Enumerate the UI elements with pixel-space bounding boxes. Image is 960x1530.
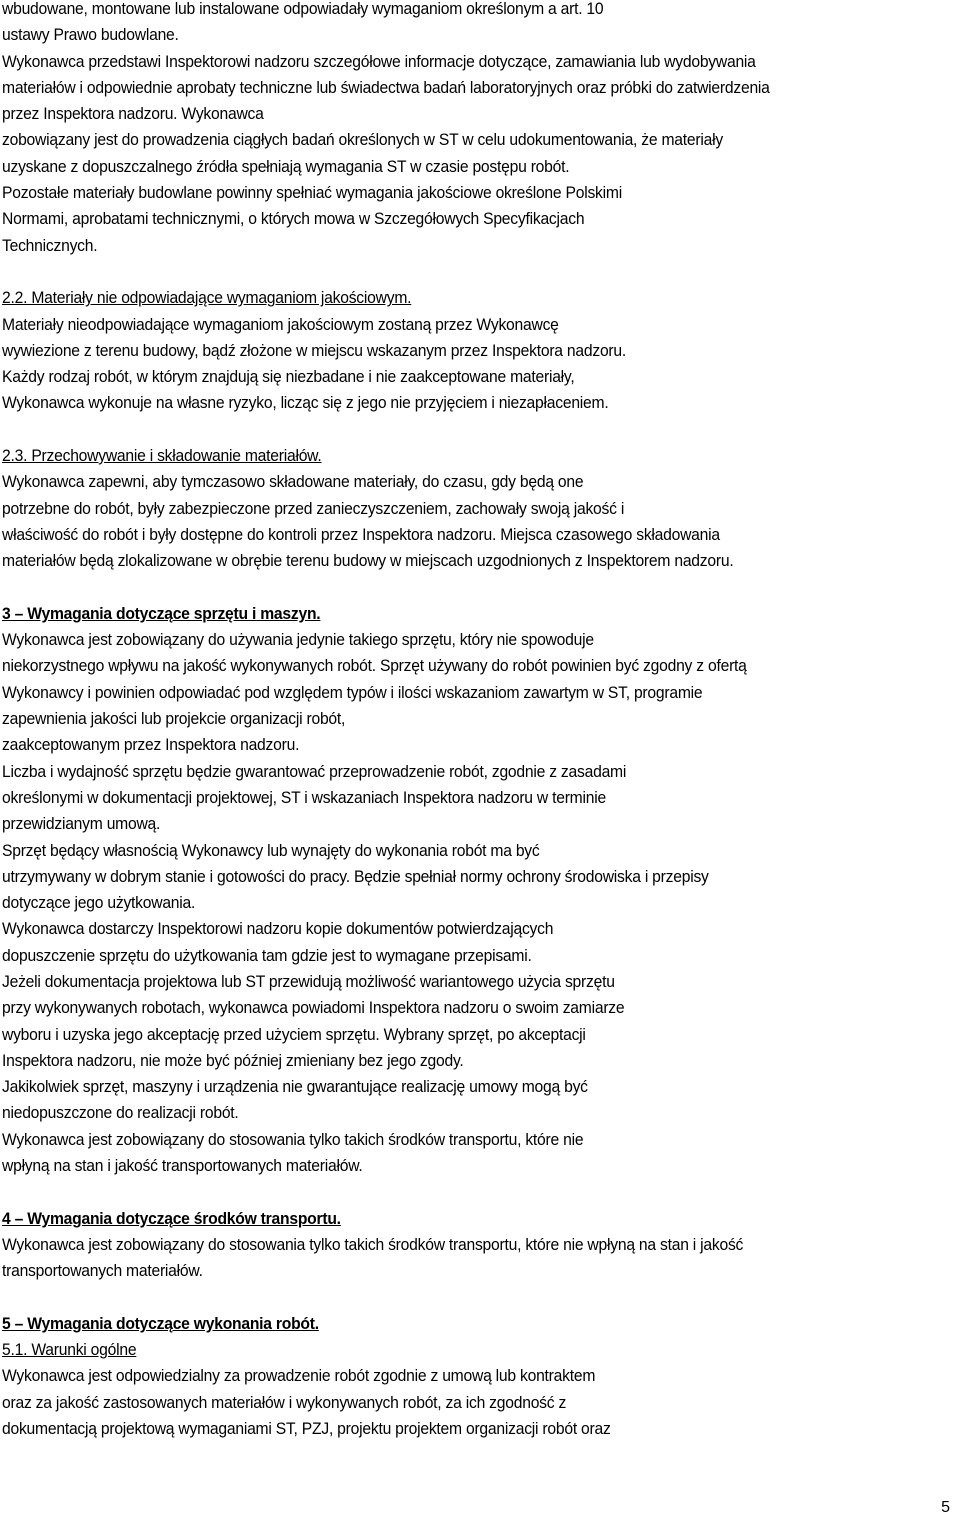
body-text-line: zobowiązany jest do prowadzenia ciągłych badań określonych w ST w celu udokumentowania, że materiały bbox=[2, 131, 723, 150]
body-text-line: oraz za jakość zastosowanych materiałów i wykonywanych robót, za ich zgodność z bbox=[2, 1393, 567, 1412]
chapter-heading: 5 – Wymagania dotyczące wykonania robót. bbox=[2, 1314, 319, 1333]
document-body bbox=[2, 0, 960, 1442]
body-text-line: transportowanych materiałów. bbox=[2, 1262, 203, 1281]
body-text-line: przewidzianym umową. bbox=[2, 815, 161, 834]
body-text-line: Wykonawcy i powinien odpowiadać pod względem typów i ilości wskazaniom zawartym w ST, programie bbox=[2, 683, 703, 702]
body-text-line: niekorzystnego wpływu na jakość wykonywanych robót. Sprzęt używany do robót powinien być zgodny z ofertą bbox=[2, 657, 747, 676]
blank-line bbox=[2, 259, 960, 285]
chapter-heading: 4 – Wymagania dotyczące środków transportu. bbox=[2, 1209, 341, 1228]
body-text-line: dokumentacją projektową wymaganiami ST, PZJ, projektu projektem organizacji robót oraz bbox=[2, 1420, 611, 1439]
body-text-line: Jeżeli dokumentacja projektowa lub ST przewidują możliwość wariantowego użycia sprzętu bbox=[2, 972, 615, 991]
body-text-line: materiałów i odpowiednie aprobaty techniczne lub świadectwa badań laboratoryjnych oraz próbki do zatwierdzenia bbox=[2, 78, 770, 97]
body-text-line: przy wykonywanych robotach, wykonawca powiadomi Inspektora nadzoru o swoim zamiarze bbox=[2, 999, 625, 1018]
blank-line bbox=[2, 575, 960, 601]
body-text-line: wpłyną na stan i jakość transportowanych materiałów. bbox=[2, 1157, 363, 1176]
body-text-line: Wykonawca jest zobowiązany do stosowania tylko takich środków transportu, które nie wpłyną na stan i jakość bbox=[2, 1235, 744, 1254]
body-text-line: Wykonawca wykonuje na własne ryzyko, licząc się z jego nie przyjęciem i niezapłaceniem. bbox=[2, 394, 609, 413]
body-text-line: wywiezione z terenu budowy, bądź złożone w miejscu wskazanym przez Inspektora nadzoru. bbox=[2, 341, 627, 360]
body-text-line: Wykonawca jest odpowiedzialny za prowadzenie robót zgodnie z umową lub kontraktem bbox=[2, 1367, 596, 1386]
section-heading: 2.3. Przechowywanie i składowanie materiałów. bbox=[2, 447, 322, 466]
body-text-line: Jakikolwiek sprzęt, maszyny i urządzenia nie gwarantujące realizację umowy mogą być bbox=[2, 1078, 588, 1097]
body-text-line: dotyczące jego użytkowania. bbox=[2, 894, 196, 913]
body-text-line: zaakceptowanym przez Inspektora nadzoru. bbox=[2, 736, 300, 755]
body-text-line: Wykonawca przedstawi Inspektorowi nadzoru szczegółowe informacje dotyczące, zamawiania lub wydobywania bbox=[2, 52, 756, 71]
body-text-line: wyboru i uzyska jego akceptację przed użyciem sprzętu. Wybrany sprzęt, po akceptacji bbox=[2, 1025, 586, 1044]
body-text-line: Wykonawca zapewni, aby tymczasowo składowane materiały, do czasu, gdy będą one bbox=[2, 473, 584, 492]
body-text-line: Każdy rodzaj robót, w którym znajdują się niezbadane i nie zaakceptowane materiały, bbox=[2, 368, 575, 387]
page-number: 5 bbox=[941, 1499, 950, 1516]
body-text-line: zapewnienia jakości lub projekcie organizacji robót, bbox=[2, 710, 346, 729]
body-text-line: utrzymywany w dobrym stanie i gotowości do pracy. Będzie spełniał normy ochrony środowiska i przepisy bbox=[2, 867, 709, 886]
body-text-line: Pozostałe materiały budowlane powinny spełniać wymagania jakościowe określone Polskimi bbox=[2, 184, 622, 203]
body-text-line: potrzebne do robót, były zabezpieczone przed zanieczyszczeniem, zachowały swoją jakość i bbox=[2, 499, 625, 518]
section-heading: 5.1. Warunki ogólne bbox=[2, 1341, 137, 1360]
chapter-heading: 3 – Wymagania dotyczące sprzętu i maszyn. bbox=[2, 604, 321, 623]
blank-line bbox=[2, 1179, 960, 1205]
body-text-line: Wykonawca jest zobowiązany do stosowania tylko takich środków transportu, które nie bbox=[2, 1130, 584, 1149]
body-text-line: określonymi w dokumentacji projektowej, ST i wskazaniach Inspektora nadzoru w terminie bbox=[2, 788, 606, 807]
body-text-line: dopuszczenie sprzętu do użytkowania tam gdzie jest to wymagane przepisami. bbox=[2, 946, 532, 965]
body-text-line: właściwość do robót i były dostępne do kontroli przez Inspektora nadzoru. Miejsca czasowego składowania bbox=[2, 525, 720, 544]
body-text-line: Sprzęt będący własnością Wykonawcy lub wynajęty do wykonania robót ma być bbox=[2, 841, 540, 860]
body-text-line: Inspektora nadzoru, nie może być później zmieniany bez jego zgody. bbox=[2, 1051, 464, 1070]
body-text-line: materiałów będą zlokalizowane w obrębie terenu budowy w miejscach uzgodnionych z Inspektorem nadzoru. bbox=[2, 552, 734, 571]
blank-line bbox=[2, 1285, 960, 1311]
body-text-line: przez Inspektora nadzoru. Wykonawca bbox=[2, 105, 264, 124]
body-text-line: wbudowane, montowane lub instalowane odpowiadały wymaganiom określonym a art. 10 bbox=[2, 0, 604, 18]
body-text-line: ustawy Prawo budowlane. bbox=[2, 26, 179, 45]
body-text-line: Materiały nieodpowiadające wymaganiom jakościowym zostaną przez Wykonawcę bbox=[2, 315, 559, 334]
body-text-line: Wykonawca jest zobowiązany do używania jedynie takiego sprzętu, który nie spowoduje bbox=[2, 631, 594, 650]
blank-line bbox=[2, 417, 960, 443]
body-text-line: Wykonawca dostarczy Inspektorowi nadzoru kopie dokumentów potwierdzających bbox=[2, 920, 554, 939]
body-text-line: Liczba i wydajność sprzętu będzie gwarantować przeprowadzenie robót, zgodnie z zasadami bbox=[2, 762, 627, 781]
body-text-line: niedopuszczone do realizacji robót. bbox=[2, 1104, 239, 1123]
body-text-line: Technicznych. bbox=[2, 236, 98, 255]
body-text-line: Normami, aprobatami technicznymi, o których mowa w Szczegółowych Specyfikacjach bbox=[2, 210, 585, 229]
body-text-line: uzyskane z dopuszczalnego źródła spełniają wymagania ST w czasie postępu robót. bbox=[2, 157, 570, 176]
section-heading: 2.2. Materiały nie odpowiadające wymaganiom jakościowym. bbox=[2, 289, 412, 308]
